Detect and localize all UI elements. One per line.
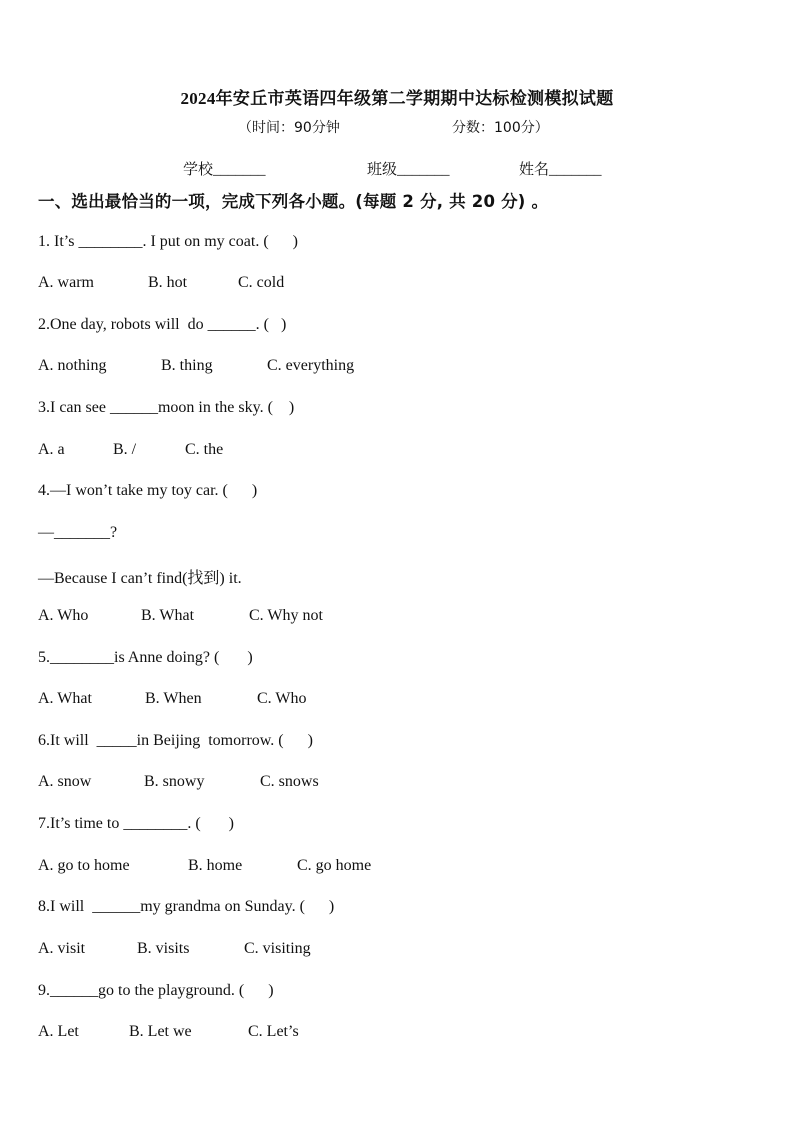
option-b: B. When <box>145 690 202 707</box>
dialogue-line: —_______? <box>38 524 118 541</box>
name-field: 姓名_______ <box>519 162 602 178</box>
option-c: C. Let’s <box>248 1023 299 1040</box>
option-b: B. snowy <box>144 773 205 790</box>
option-c: C. everything <box>267 357 355 374</box>
option-c: C. go home <box>297 857 372 874</box>
option-b: B. thing <box>161 357 213 374</box>
option-a: A. nothing <box>38 357 107 374</box>
option-b: B. / <box>113 441 137 458</box>
option-b: B. hot <box>148 274 188 291</box>
question-stem: 7.It’s time to ________. ( ) <box>38 815 234 832</box>
option-b: B. home <box>188 857 243 874</box>
option-a: A. What <box>38 690 92 707</box>
option-a: A. snow <box>38 773 92 790</box>
option-b: B. What <box>141 607 195 624</box>
question-stem: 8.I will ______my grandma on Sunday. ( ) <box>38 898 335 915</box>
question-stem: 1. It’s ________. I put on my coat. ( ) <box>38 233 298 250</box>
option-a: A. visit <box>38 940 86 957</box>
option-c: C. Why not <box>249 607 323 624</box>
option-a: A. warm <box>38 274 94 291</box>
class-field: 班级_______ <box>367 162 450 178</box>
option-b: B. Let we <box>129 1023 192 1040</box>
option-c: C. visiting <box>244 940 311 957</box>
question-stem: 9.______go to the playground. ( ) <box>38 982 274 999</box>
question-stem: 6.It will _____in Beijing tomorrow. ( ) <box>38 732 313 749</box>
option-c: C. Who <box>257 690 307 707</box>
dialogue-line: —Because I can’t find(找到) it. <box>38 570 242 587</box>
option-c: C. cold <box>238 274 285 291</box>
option-a: A. Let <box>38 1023 79 1040</box>
section-heading: 一、选出最恰当的一项，完成下列各小题。(每题 2 分, 共 20 分) 。 <box>38 192 549 211</box>
option-b: B. visits <box>137 940 190 957</box>
exam-score: 分数：100分） <box>452 120 549 136</box>
exam-time: （时间：90分钟 <box>238 120 340 136</box>
option-a: A. a <box>38 441 65 458</box>
option-c: C. the <box>185 441 224 458</box>
option-c: C. snows <box>260 773 319 790</box>
question-stem: 4.—I won’t take my toy car. ( ) <box>38 482 258 499</box>
exam-title: 2024年安丘市英语四年级第二学期期中达标检测模拟试题 <box>180 89 614 108</box>
option-a: A. go to home <box>38 857 130 874</box>
school-field: 学校_______ <box>183 162 266 178</box>
question-stem: 5.________is Anne doing? ( ) <box>38 649 253 666</box>
question-stem: 3.I can see ______moon in the sky. ( ) <box>38 399 295 416</box>
question-stem: 2.One day, robots will do ______. ( ) <box>38 316 287 333</box>
option-a: A. Who <box>38 607 89 624</box>
